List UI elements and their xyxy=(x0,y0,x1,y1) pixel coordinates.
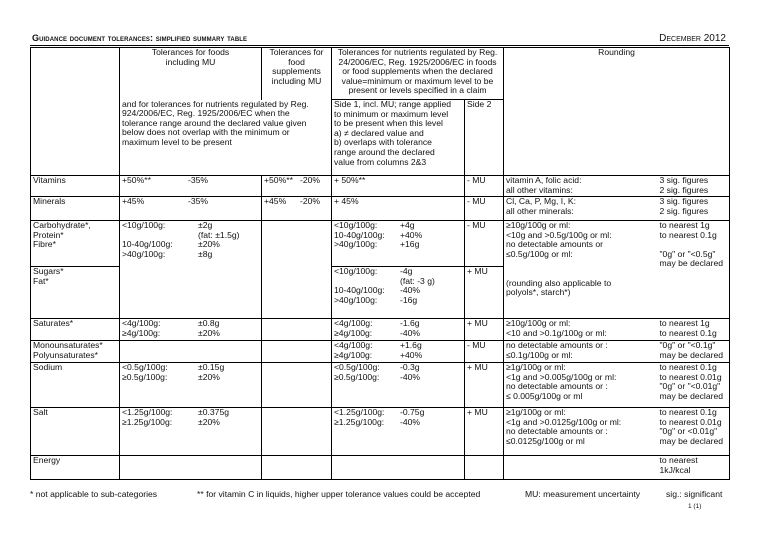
table-row-carbohydrate xyxy=(31,221,730,267)
supplements-tolerance xyxy=(262,341,332,363)
rounding-result: to nearest 1g to nearest 0.1g xyxy=(658,319,730,341)
foods-tolerance: <10g/100g: ±2g (fat: ±1.5g) 10-40g/100g: ±20% >40g/100g: ±8g xyxy=(120,221,262,319)
side2-value xyxy=(465,456,504,480)
rounding-criteria: ≥1g/100g or ml: <1g and >0.0125g/100g or ml: no detectable amounts or : ≤0.0125g/100g or ml xyxy=(504,408,658,456)
rounding-criteria: vitamin A, folic acid: all other vitamins: xyxy=(504,176,658,197)
supplements-tolerance xyxy=(262,319,332,341)
side2-value: - MU xyxy=(465,341,504,363)
side1-value: <10g/100g: +4g 10-40g/100g: +40% >40g/100g: +16g xyxy=(332,221,465,267)
rounding-result: "0g" or "<0.1g" may be declared xyxy=(658,341,730,363)
rounding-criteria: Cl, Ca, P, Mg, I, K: all other minerals: xyxy=(504,197,658,221)
rounding-result: to nearest 1kJ/kcal xyxy=(658,456,730,480)
table-row-energy xyxy=(31,456,730,480)
table-row-minerals xyxy=(31,197,730,221)
header-supplements: Tolerances for food supplements including MU xyxy=(262,48,332,100)
subheader-empty xyxy=(31,100,120,176)
document-date: December 2012 xyxy=(659,33,726,44)
foods-tolerance xyxy=(120,341,262,363)
side1-value: <4g/100g: -1.6g ≥4g/100g: -40% xyxy=(332,319,465,341)
rounding-result: to nearest 1g to nearest 0.1g "0g" or "<0.5g" may be declared xyxy=(658,221,730,319)
rounding-result: to nearest 0.1g to nearest 0.01g "0g" or "<0.01g" may be declared xyxy=(658,363,730,408)
tolerance-table xyxy=(30,47,730,480)
supplements-tolerance: +50%** -20% xyxy=(262,176,332,197)
rounding-subheader-empty xyxy=(504,100,730,176)
table-header-row xyxy=(31,48,730,100)
rounding-result: 3 sig. figures 2 sig. figures xyxy=(658,197,730,221)
row-label: Saturates* xyxy=(31,319,120,341)
side2-value: - MU xyxy=(465,197,504,221)
row-label: Sodium xyxy=(31,363,120,408)
rounding-criteria: ≥10g/100g or ml: <10g and >0.5g/100g or ml: no detectable amounts or ≤0.5g/100g or ml: (rounding also applicable to polyols*, starch*) xyxy=(504,221,658,319)
page-number: 1 (1) xyxy=(688,503,702,510)
supplements-tolerance xyxy=(262,221,332,319)
supplements-tolerance: +45% -20% xyxy=(262,197,332,221)
row-label: Carbohydrate*, Protein* Fibre* xyxy=(31,221,120,267)
row-label: Sugars* Fat* xyxy=(31,267,120,319)
side1-value: <1.25g/100g: -0.75g ≥1.25g/100g: -40% xyxy=(332,408,465,456)
rounding-criteria: ≥1g/100g or ml: <1g and >0.005g/100g or ml: no detectable amounts or : ≤ 0.005g/100g or ml xyxy=(504,363,658,408)
rounding-criteria xyxy=(504,456,658,480)
footnote-mu: MU: measurement uncertainty xyxy=(525,489,641,499)
row-label: Vitamins xyxy=(31,176,120,197)
foods-tolerance: <1.25g/100g: ±0.375g ≥1.25g/100g: ±20% xyxy=(120,408,262,456)
table-row-salt xyxy=(31,408,730,456)
foods-tolerance xyxy=(120,456,262,480)
supplements-tolerance xyxy=(262,408,332,456)
side1-value: <4g/100g: +1.6g ≥4g/100g: +40% xyxy=(332,341,465,363)
supplements-tolerance xyxy=(262,456,332,480)
table-row-unsaturates xyxy=(31,341,730,363)
foods-tolerance: <0.5g/100g: ±0.15g ≥0.5g/100g: ±20% xyxy=(120,363,262,408)
side1-value: + 50%** xyxy=(332,176,465,197)
rounding-criteria: no detectable amounts or : ≤0.1g/100g or ml: xyxy=(504,341,658,363)
row-label: Salt xyxy=(31,408,120,456)
side2-value: - MU xyxy=(465,176,504,197)
side2-value: + MU xyxy=(465,319,504,341)
header-rule xyxy=(30,45,729,46)
rounding-criteria: ≥10g/100g or ml: <10 and >0.1g/100g or ml: xyxy=(504,319,658,341)
side2-value: + MU xyxy=(465,408,504,456)
document-title: Guidance document tolerances: simplified summary table xyxy=(32,33,248,43)
supplements-tolerance xyxy=(262,363,332,408)
header-foods: Tolerances for foods including MU xyxy=(120,48,262,100)
row-label: Minerals xyxy=(31,197,120,221)
header-rounding: Rounding xyxy=(504,48,730,100)
foods-tolerance: <4g/100g: ±0.8g ≥4g/100g: ±20% xyxy=(120,319,262,341)
table-row-vitamins xyxy=(31,176,730,197)
side1-value: + 45% xyxy=(332,197,465,221)
row-label: Energy xyxy=(31,456,120,480)
side2-value: - MU xyxy=(465,221,504,267)
table-subheader-row xyxy=(31,100,730,176)
footnote-sig: sig.: significant xyxy=(666,489,723,499)
rounding-result: 3 sig. figures 2 sig. figures xyxy=(658,176,730,197)
foods-tolerance: +45% -35% xyxy=(120,197,262,221)
rounding-result: to nearest 0.1g to nearest 0.01g "0g" or <0.01g" may be declared xyxy=(658,408,730,456)
footnote-subcategories: * not applicable to sub-categories xyxy=(30,489,158,499)
side1-value: <10g/100g: -4g (fat: -3 g) 10-40g/100g: -40% >40g/100g: -16g xyxy=(332,267,465,319)
header-nutrients: Tolerances for nutrients regulated by Reg. 24/2006/EC, Reg. 1925/2006/EC in foods or food supplements when the declared value=minimum or maximum level to be present or levels specified in a claim xyxy=(332,48,504,100)
side2-note: Side 2 xyxy=(465,100,504,176)
foods-note: and for tolerances for nutrients regulated by Reg. 924/2006/EC, Reg. 1925/2006/EC when the tolerance range around the declared value given below does not overlap with the minimum or maximum level to be present xyxy=(120,100,332,176)
side2-value: + MU xyxy=(465,363,504,408)
table-row-saturates xyxy=(31,319,730,341)
side1-note: Side 1, incl. MU; range applied to minimum or maximum level to be present when this level a) ≠ declared value and b) overlaps with tolerance range around the declared value from columns 2&3 xyxy=(332,100,465,176)
foods-tolerance: +50%** -35% xyxy=(120,176,262,197)
side1-value: <0.5g/100g: -0.3g ≥0.5g/100g: -40% xyxy=(332,363,465,408)
row-label: Monounsaturates* Polyunsaturates* xyxy=(31,341,120,363)
side2-value: + MU xyxy=(465,267,504,319)
footnote-vitamin-c: ** for vitamin C in liquids, higher upper tolerance values could be accepted xyxy=(197,489,481,499)
table-row-sodium xyxy=(31,363,730,408)
side1-value xyxy=(332,456,465,480)
header-cell-empty xyxy=(31,48,120,100)
